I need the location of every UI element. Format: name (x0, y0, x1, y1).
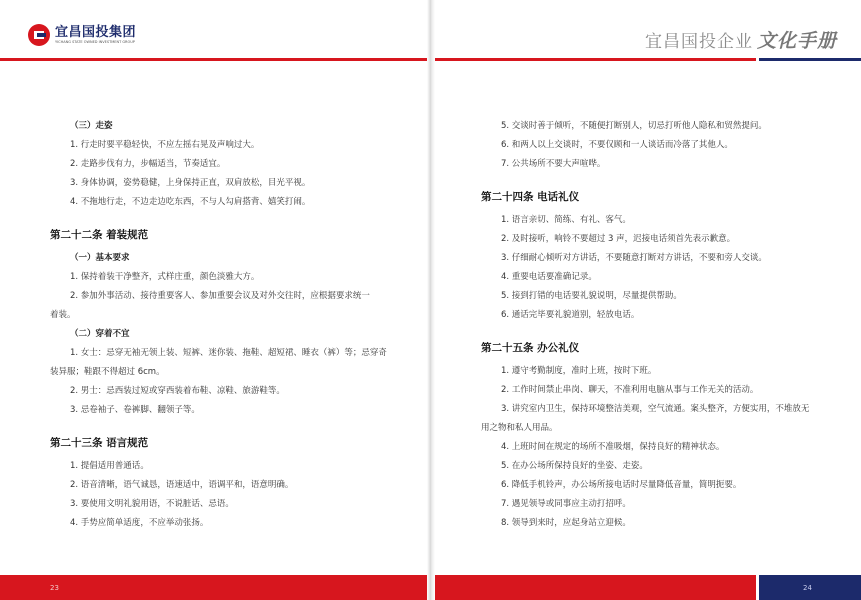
book-spine (427, 0, 435, 600)
logo-english-name: YICHANG STATE OWNED INVESTMENT GROUP (55, 39, 135, 44)
list-item: 3. 忌卷袖子、卷裤脚、翻领子等。 (70, 405, 200, 415)
list-item-continuation: 用之物和私人用品。 (481, 423, 558, 433)
list-item-continuation: 装异服；鞋跟不得超过 6cm。 (50, 367, 165, 377)
list-item: 2. 男士：忌西装过短或穿西装着布鞋、凉鞋、旅游鞋等。 (70, 386, 285, 396)
right-body (481, 117, 836, 533)
list-item: 5. 接到打错的电话要礼貌说明，尽量提供帮助。 (501, 291, 682, 301)
walk-heading: （三）走姿 (70, 121, 113, 131)
header-rule-accent (759, 58, 861, 61)
handbook-title (645, 26, 837, 53)
page-number: 23 (50, 584, 59, 592)
handbook-title-art: 文化手册 (756, 30, 837, 52)
article-22-title: 第二十二条 着装规范 (50, 229, 149, 241)
list-item: 1. 行走时要平稳轻快，不应左摇右晃及声响过大。 (70, 140, 260, 150)
article-25-title: 第二十五条 办公礼仪 (481, 342, 580, 354)
list-item: 3. 仔细耐心倾听对方讲话，不要随意打断对方讲话，不要和旁人交谈。 (501, 253, 767, 263)
basic-requirements-heading: （一）基本要求 (70, 253, 130, 263)
header-rule (431, 58, 756, 61)
footer-band (431, 575, 756, 600)
logo-mark-icon (28, 24, 50, 46)
company-logo (28, 24, 136, 46)
list-item: 8. 领导到来时，应起身站立迎候。 (501, 518, 631, 528)
list-item: 3. 身体协调，姿势稳健，上身保持正直，双肩放松，目光平视。 (70, 178, 311, 188)
list-item: 7. 公共场所不要大声喧哗。 (501, 159, 606, 169)
list-item-continuation: 着装。 (50, 310, 76, 320)
list-item: 2. 工作时间禁止串岗、聊天，不准利用电脑从事与工作无关的活动。 (501, 385, 759, 395)
list-item: 5. 在办公场所保持良好的坐姿、走姿。 (501, 461, 648, 471)
list-item: 6. 和两人以上交谈时，不要仅顾和一人谈话而冷落了其他人。 (501, 140, 733, 150)
article-23-title: 第二十三条 语言规范 (50, 437, 149, 449)
page-number: 24 (803, 584, 812, 592)
left-body (50, 117, 395, 533)
logo-chinese-name: 宜昌国投集团 (55, 24, 137, 40)
list-item: 7. 遇见领导或同事应主动打招呼。 (501, 499, 631, 509)
list-item: 3. 讲究室内卫生，保持环境整洁美观，空气流通。案头整齐，方便实用，不堆放无 (501, 404, 810, 414)
dress-taboo-heading: （二）穿着不宜 (70, 329, 130, 339)
list-item: 4. 手势应简单适度，不应举动张扬。 (70, 518, 209, 528)
list-item: 2. 参加外事活动、接待重要客人、参加重要会议及对外交往时，应根据要求统一 (70, 291, 370, 301)
list-item: 5. 交谈时善于倾听，不随便打断别人，切忌打听他人隐私和贸然提问。 (501, 121, 767, 131)
list-item: 4. 重要电话要准确记录。 (501, 272, 597, 282)
right-page (431, 0, 861, 600)
list-item: 1. 保持着装干净整齐，式样庄重，颜色淡雅大方。 (70, 272, 260, 282)
list-item: 1. 提倡适用普通话。 (70, 461, 149, 471)
article-24-title: 第二十四条 电话礼仪 (481, 191, 580, 203)
list-item: 1. 语言亲切、简练、有礼、客气。 (501, 215, 631, 225)
header-rule (0, 58, 430, 61)
left-page (0, 0, 430, 600)
list-item: 2. 走路步伐有力，步幅适当，节奏适宜。 (70, 159, 226, 169)
list-item: 4. 上班时间在规定的场所不准吸烟，保持良好的精神状态。 (501, 442, 725, 452)
handbook-title-plain: 宜昌国投企业 (644, 32, 753, 52)
list-item: 6. 降低手机铃声，办公场所接电话时尽量降低音量，简明扼要。 (501, 480, 742, 490)
list-item: 2. 语音清晰，语气诚恳，语速适中，语调平和，语意明确。 (70, 480, 294, 490)
list-item: 2. 及时接听，响铃不要超过 3 声，迟接电话须首先表示歉意。 (501, 234, 736, 244)
footer-band (0, 575, 430, 600)
list-item: 6. 通话完毕要礼貌道别，轻放电话。 (501, 310, 640, 320)
list-item: 3. 要使用文明礼貌用语，不说脏话、忌语。 (70, 499, 234, 509)
list-item: 1. 遵守考勤制度，准时上班，按时下班。 (501, 366, 657, 376)
list-item: 4. 不拖地行走，不边走边吃东西，不与人勾肩搭背、嬉笑打闹。 (70, 197, 311, 207)
list-item: 1. 女士：忌穿无袖无领上装、短裤、迷你装、拖鞋、超短裙、睡衣（裤）等；忌穿奇 (70, 348, 387, 358)
